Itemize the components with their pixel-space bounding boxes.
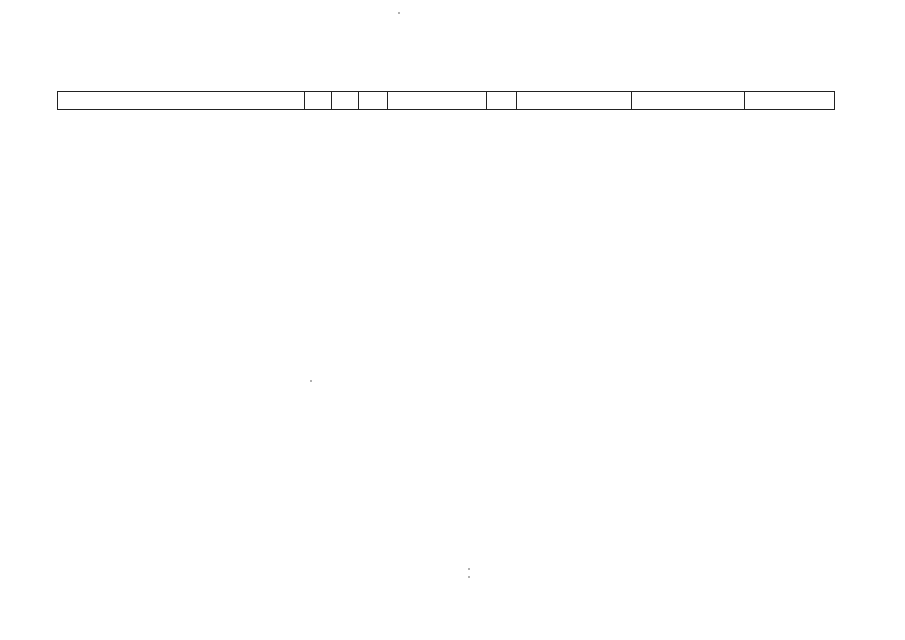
column-header-table xyxy=(57,91,835,110)
column-header-9 xyxy=(745,92,835,110)
scan-speck xyxy=(468,576,470,578)
scan-speck xyxy=(468,568,470,570)
column-header-2 xyxy=(305,92,332,110)
column-header-3 xyxy=(332,92,359,110)
column-header-1 xyxy=(58,92,305,110)
column-header-4 xyxy=(359,92,388,110)
column-header-row xyxy=(58,92,835,110)
column-header-8 xyxy=(632,92,745,110)
scan-speck xyxy=(398,12,400,14)
column-header-7 xyxy=(517,92,632,110)
scan-speck xyxy=(310,380,312,382)
column-header-5 xyxy=(388,92,487,110)
column-header-6 xyxy=(487,92,517,110)
